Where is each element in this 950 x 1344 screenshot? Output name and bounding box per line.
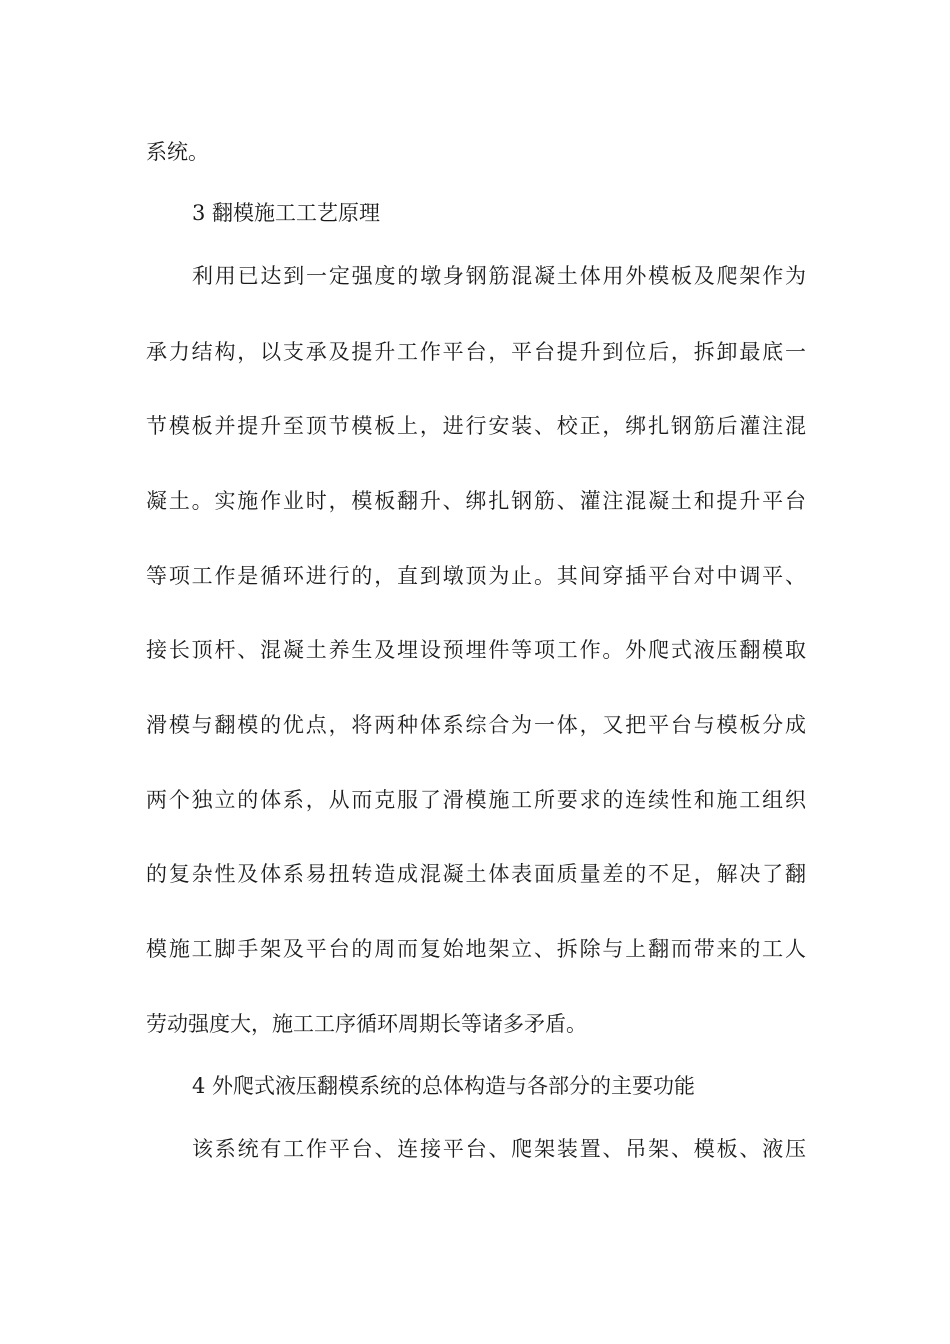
section-4-heading: 4 外爬式液压翻模系统的总体构造与各部分的主要功能 bbox=[192, 1074, 696, 1098]
section-3-line: 节模板并提升至顶节模板上，进行安装、校正，绑扎钢筋后灌注混 bbox=[146, 414, 806, 438]
section-3-heading: 3 翻模施工工艺原理 bbox=[192, 201, 381, 225]
section-3-line: 接长顶杆、混凝土养生及埋设预埋件等项工作。外爬式液压翻模取 bbox=[146, 638, 806, 662]
section-3-line: 承力结构，以支承及提升工作平台，平台提升到位后，拆卸最底一 bbox=[146, 340, 806, 364]
section-3-line: 劳动强度大，施工工序循环周期长等诸多矛盾。 bbox=[146, 1012, 587, 1036]
section-3-line: 利用已达到一定强度的墩身钢筋混凝土体用外模板及爬架作为 bbox=[192, 264, 806, 288]
section-3-line: 模施工脚手架及平台的周而复始地架立、拆除与上翻而带来的工人 bbox=[146, 937, 806, 961]
section-3-line: 滑模与翻模的优点，将两种体系综合为一体，又把平台与模板分成 bbox=[146, 713, 806, 737]
section-3-line: 的复杂性及体系易扭转造成混凝土体表面质量差的不足，解决了翻 bbox=[146, 862, 806, 886]
section-3-line: 两个独立的体系，从而克服了滑模施工所要求的连续性和施工组织 bbox=[146, 788, 806, 812]
section-4-line: 该系统有工作平台、连接平台、爬架装置、吊架、模板、液压 bbox=[192, 1137, 806, 1161]
paragraph-continuation: 系统。 bbox=[146, 140, 209, 164]
section-3-line: 等项工作是循环进行的，直到墩顶为止。其间穿插平台对中调平、 bbox=[146, 564, 806, 588]
section-3-line: 凝土。实施作业时，模板翻升、绑扎钢筋、灌注混凝土和提升平台 bbox=[146, 489, 806, 513]
